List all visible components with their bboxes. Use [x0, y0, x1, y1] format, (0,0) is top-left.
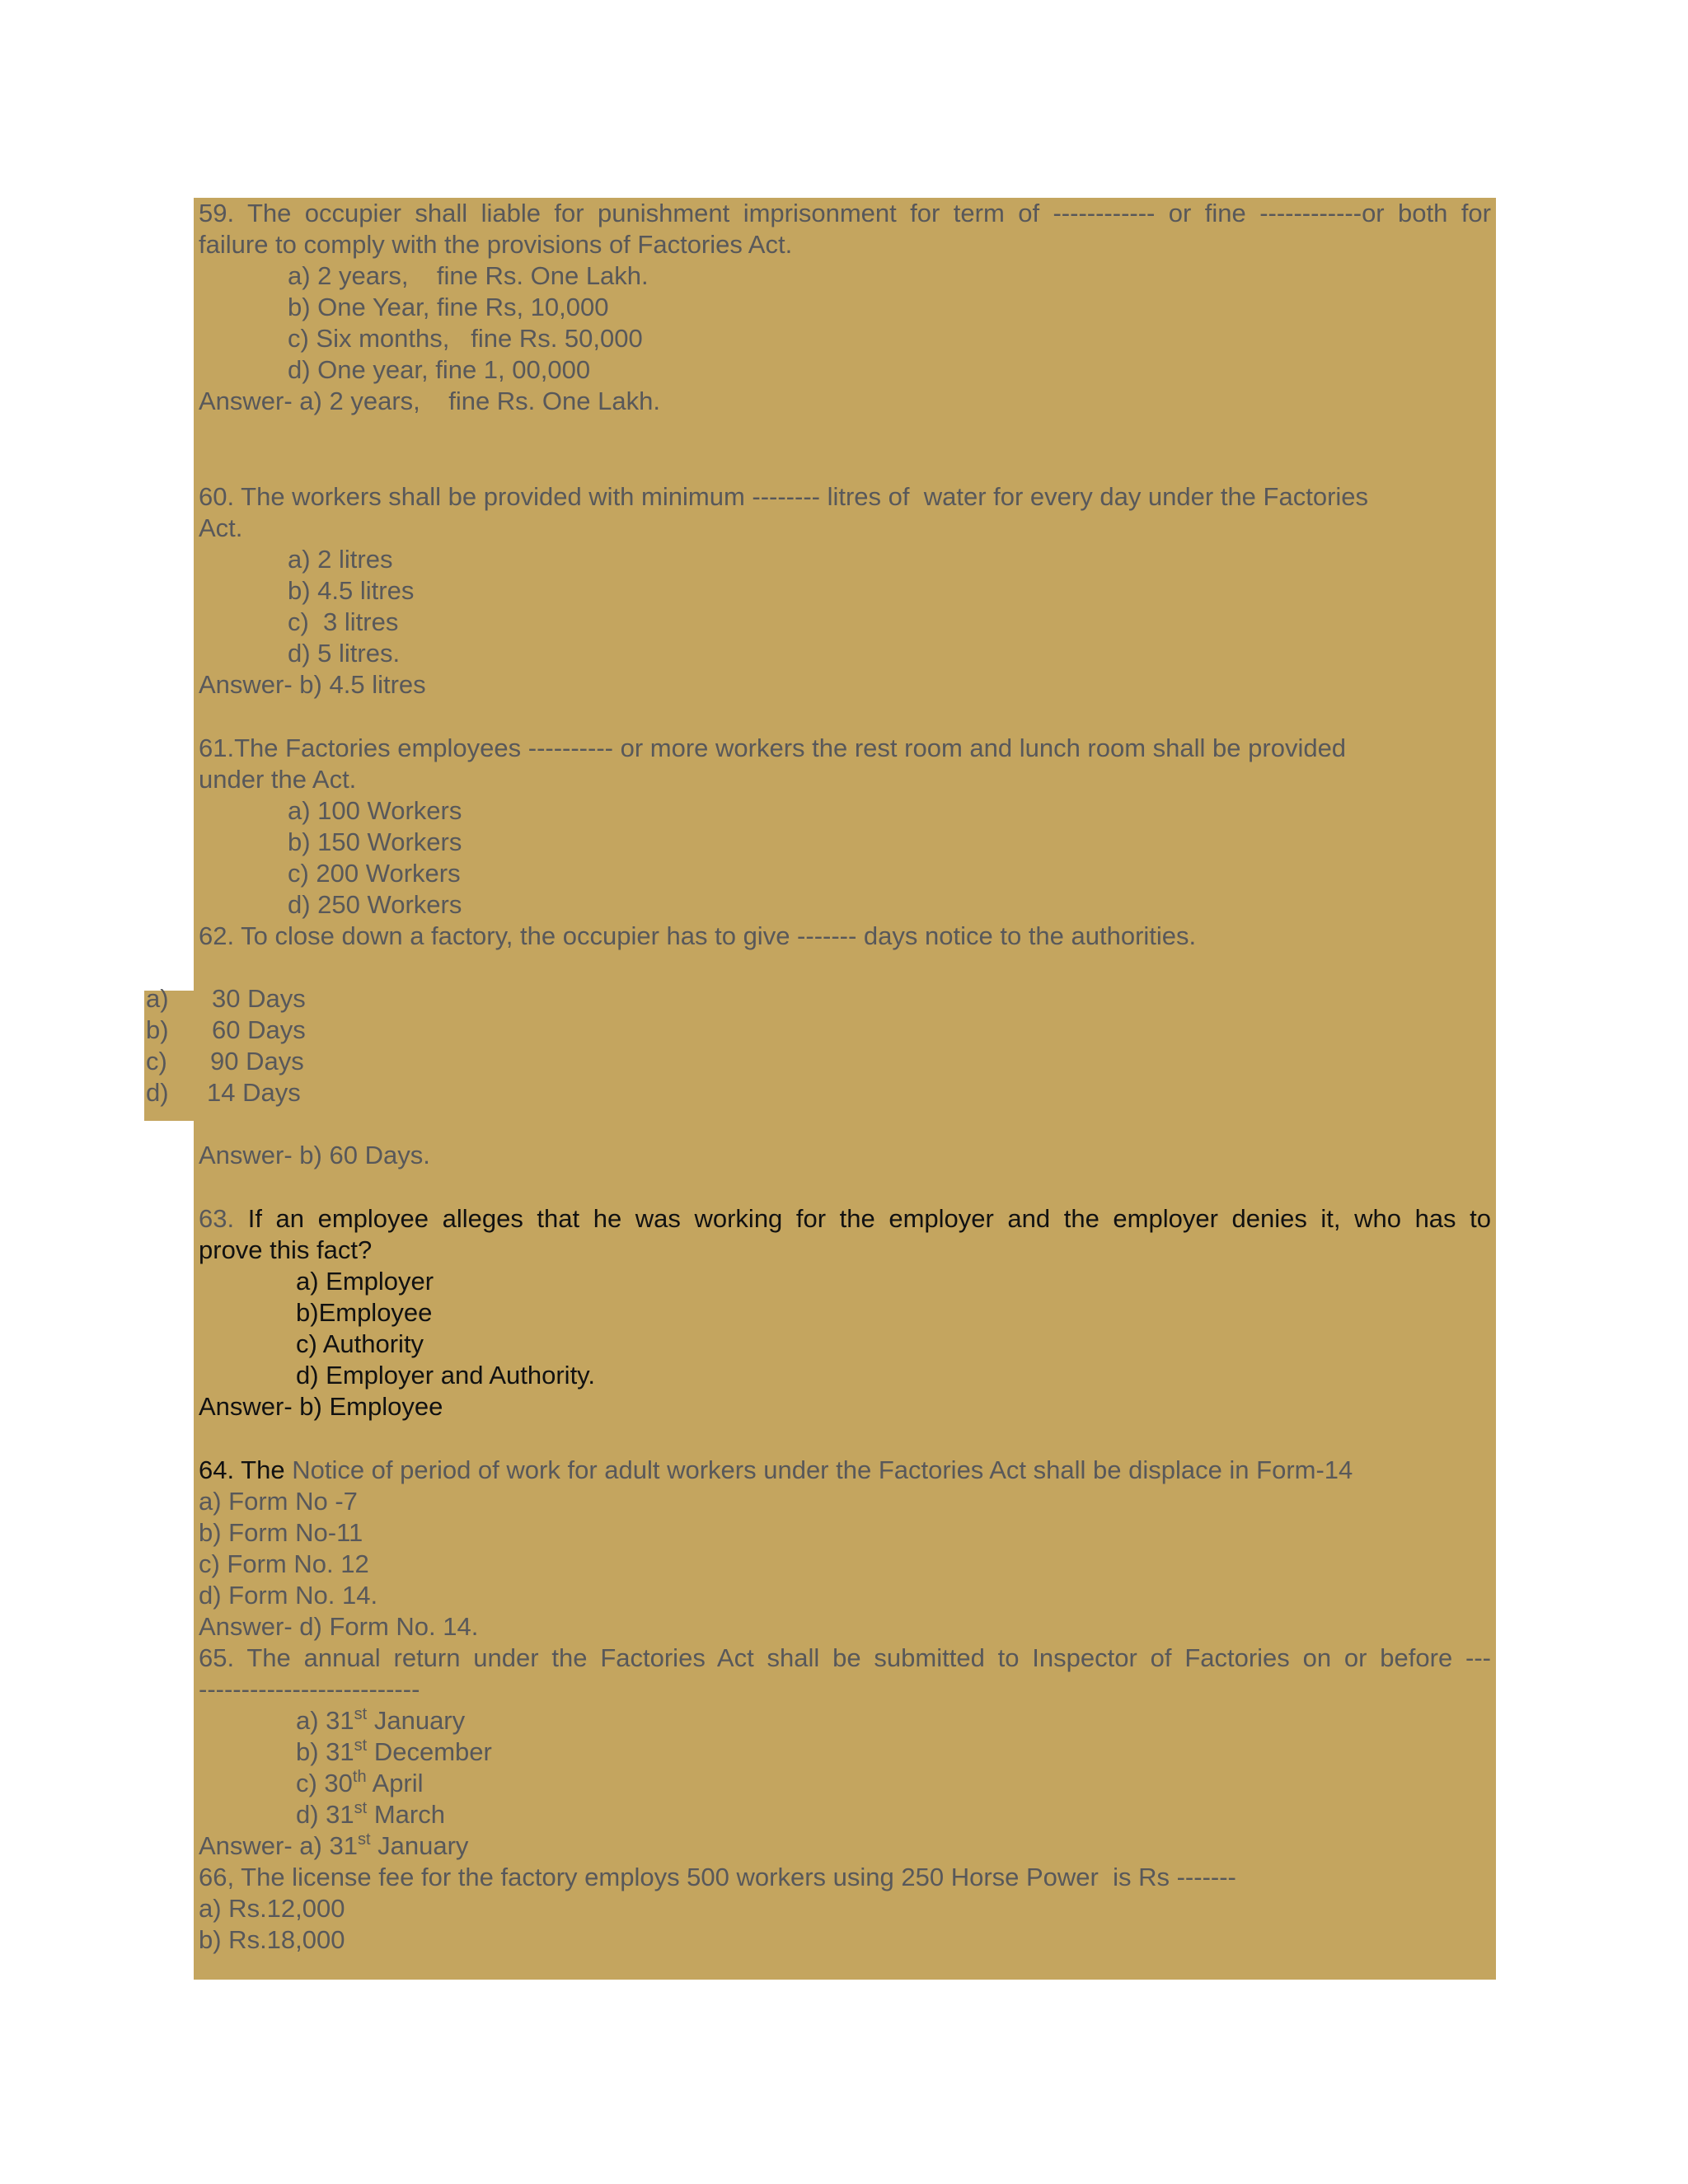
question-65-option-d-month: March	[367, 1800, 445, 1829]
question-65-option-a-suffix: st	[354, 1705, 368, 1723]
question-65-answer	[199, 1830, 468, 1862]
question-65-option-d-main: d) 31	[296, 1800, 354, 1829]
question-60-text-cont: Act.	[199, 513, 243, 542]
question-65-answer-main: Answer- a) 31	[199, 1831, 358, 1860]
question-62-option-b-letter: b)	[146, 1015, 169, 1044]
question-61-option-d: d) 250 Workers	[288, 890, 462, 919]
question-63-stem: If an employee alleges that he was working for the employer and the employer denies it, who has to	[247, 1204, 1491, 1233]
question-59-option-b: b) One Year, fine Rs, 10,000	[288, 293, 609, 321]
question-62-option-a-letter: a)	[146, 984, 169, 1013]
question-61-option-a: a) 100 Workers	[288, 796, 462, 825]
question-64-option-b: b) Form No-11	[199, 1518, 363, 1547]
question-66-option-a: a) Rs.12,000	[199, 1894, 345, 1923]
question-62-option-b: 60 Days	[212, 1015, 306, 1044]
question-65-option-a-main: a) 31	[296, 1706, 354, 1735]
question-63-text	[199, 1203, 1491, 1235]
question-65-option-c-month: April	[366, 1769, 424, 1797]
question-65-text-cont: --------------------------	[199, 1675, 420, 1704]
question-59-option-d: d) One year, fine 1, 00,000	[288, 355, 591, 384]
question-63-answer: Answer- b) Employee	[199, 1392, 443, 1421]
question-65-option-a	[296, 1705, 465, 1736]
question-59-text: 59. The occupier shall liable for punishment imprisonment for term of ------------ or fine ------------or both for	[199, 199, 1491, 227]
question-64-option-d: d) Form No. 14.	[199, 1581, 378, 1610]
question-65-option-c	[296, 1768, 424, 1799]
question-59-answer: Answer- a) 2 years, fine Rs. One Lakh.	[199, 387, 660, 415]
question-60-option-a: a) 2 litres	[288, 545, 393, 574]
question-63-number: 63.	[199, 1204, 235, 1233]
question-63-option-d: d) Employer and Authority.	[296, 1361, 595, 1390]
question-62-option-d-letter: d)	[146, 1078, 169, 1107]
question-65-option-c-main: c) 30	[296, 1769, 353, 1797]
question-61-option-c: c) 200 Workers	[288, 859, 461, 888]
question-62-option-d: 14 Days	[207, 1078, 301, 1107]
question-60-answer: Answer- b) 4.5 litres	[199, 670, 426, 699]
question-65-option-d	[296, 1799, 445, 1830]
question-61-text: 61.The Factories employees ---------- or more workers the rest room and lunch room shall be provided	[199, 733, 1347, 762]
question-63-text-cont: prove this fact?	[199, 1235, 373, 1264]
question-64-text	[199, 1455, 1353, 1486]
question-60-text: 60. The workers shall be provided with minimum -------- litres of water for every day under the Factories	[199, 482, 1369, 511]
question-63-option-b: b)Employee	[296, 1298, 433, 1327]
question-61-text-cont: under the Act.	[199, 765, 357, 794]
question-63-option-c: c) Authority	[296, 1329, 424, 1358]
question-59-option-a: a) 2 years, fine Rs. One Lakh.	[288, 261, 649, 290]
question-65-answer-month: January	[370, 1831, 469, 1860]
question-65-option-b-month: December	[367, 1737, 492, 1766]
question-64-stem: Notice of period of work for adult workers under the Factories Act shall be displace in Form-14	[292, 1455, 1353, 1484]
question-65-option-b-main: b) 31	[296, 1737, 354, 1766]
question-64-answer: Answer- d) Form No. 14.	[199, 1612, 479, 1641]
question-60-option-c: c) 3 litres	[288, 607, 399, 636]
question-62-option-a: 30 Days	[212, 984, 306, 1013]
question-61-option-b: b) 150 Workers	[288, 827, 462, 856]
question-65-option-d-suffix: st	[354, 1799, 368, 1817]
question-64-lead: 64. The	[199, 1455, 285, 1484]
question-62-text: 62. To close down a factory, the occupier has to give ------- days notice to the authorities.	[199, 921, 1197, 950]
question-65-option-a-month: January	[367, 1706, 466, 1735]
question-60-option-b: b) 4.5 litres	[288, 576, 415, 605]
question-62-option-c: 90 Days	[210, 1047, 304, 1076]
question-66-option-b: b) Rs.18,000	[199, 1925, 345, 1954]
question-65-text: 65. The annual return under the Factories Act shall be submitted to Inspector of Factories on or before ---	[199, 1643, 1491, 1672]
question-64-option-c: c) Form No. 12	[199, 1549, 369, 1578]
question-60-option-d: d) 5 litres.	[288, 639, 401, 668]
question-62-option-c-letter: c)	[146, 1047, 167, 1076]
question-59-text-cont: failure to comply with the provisions of Factories Act.	[199, 230, 793, 259]
question-64-option-a: a) Form No -7	[199, 1487, 358, 1516]
question-65-option-b	[296, 1736, 492, 1768]
question-65-option-b-suffix: st	[354, 1736, 368, 1755]
question-63-option-a: a) Employer	[296, 1267, 434, 1296]
question-65-answer-suffix: st	[357, 1830, 371, 1849]
question-66-text: 66, The license fee for the factory employs 500 workers using 250 Horse Power is Rs -------	[199, 1863, 1236, 1891]
question-59-option-c: c) Six months, fine Rs. 50,000	[288, 324, 643, 353]
question-62-answer: Answer- b) 60 Days.	[199, 1141, 430, 1169]
question-65-option-c-suffix: th	[352, 1768, 367, 1786]
